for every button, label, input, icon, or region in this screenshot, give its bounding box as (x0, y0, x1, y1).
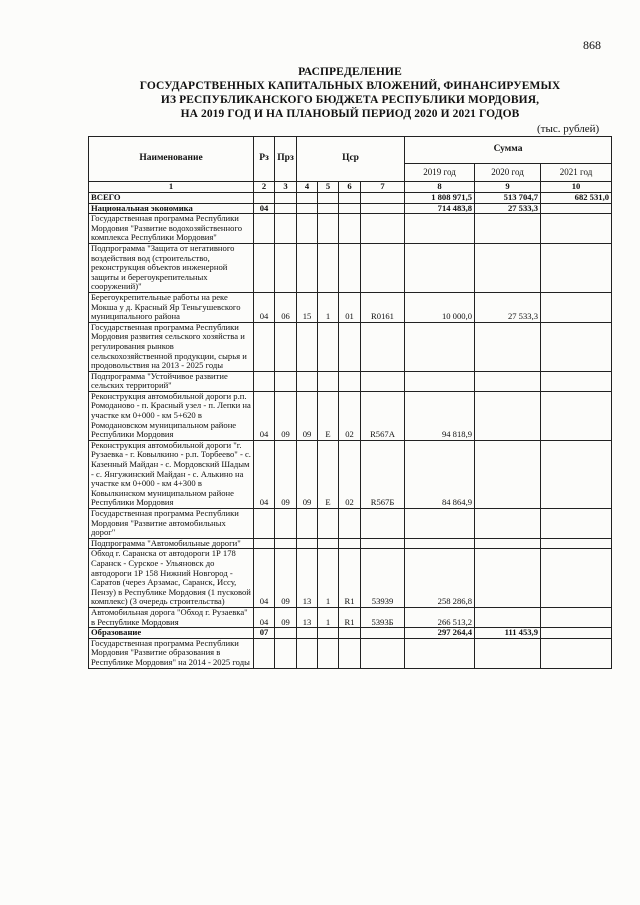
table-row (89, 607, 612, 627)
row-csr-event: 01 (339, 292, 361, 322)
table-row (89, 371, 612, 391)
row-csr-event (339, 509, 361, 539)
row-csr-direction: 5393Б (361, 607, 405, 627)
row-prz: 09 (275, 440, 297, 508)
row-prz (275, 538, 297, 549)
row-csr-direction: 53939 (361, 549, 405, 608)
row-rz: 04 (254, 549, 275, 608)
row-csr-direction (361, 371, 405, 391)
table-row (89, 203, 612, 214)
row-name: Автомобильная дорога "Обход г. Рузаевка" в Республике Мордовия (89, 607, 254, 627)
row-csr-direction: R0161 (361, 292, 405, 322)
table-row (89, 322, 612, 371)
title-line-4: НА 2019 ГОД И НА ПЛАНОВЫЙ ПЕРИОД 2020 И 2021 ГОДОВ (180, 108, 520, 120)
row-sum-2019: 297 264,4 (405, 628, 475, 639)
row-prz (275, 193, 297, 204)
row-name: Национальная экономика (89, 203, 254, 214)
row-csr-program (297, 203, 318, 214)
row-csr-direction (361, 628, 405, 639)
row-sum-2020: 513 704,7 (475, 193, 541, 204)
row-sum-2021 (541, 628, 612, 639)
col-num: 4 (297, 182, 318, 193)
row-sum-2021 (541, 214, 612, 244)
row-prz (275, 509, 297, 539)
row-csr-program (297, 214, 318, 244)
row-csr-event (339, 322, 361, 371)
row-sum-2021 (541, 322, 612, 371)
row-sum-2019 (405, 538, 475, 549)
row-csr-program: 13 (297, 607, 318, 627)
row-sum-2021 (541, 292, 612, 322)
row-prz: 09 (275, 549, 297, 608)
table-row (89, 440, 612, 508)
row-csr-direction (361, 509, 405, 539)
row-name: Подпрограмма "Устойчивое развитие сельских территорий" (89, 371, 254, 391)
row-csr-program: 09 (297, 440, 318, 508)
title-line-2: ГОСУДАРСТВЕННЫХ КАПИТАЛЬНЫХ ВЛОЖЕНИЙ, ФИНАНСИРУЕМЫХ (139, 80, 561, 92)
title-line-1: РАСПРЕДЕЛЕНИЕ (298, 66, 402, 78)
row-csr-subprogram: Е (318, 391, 339, 440)
row-rz (254, 538, 275, 549)
row-sum-2019 (405, 509, 475, 539)
row-rz (254, 214, 275, 244)
row-csr-subprogram: 1 (318, 549, 339, 608)
header-csr: Цср (297, 137, 405, 182)
row-sum-2020 (475, 322, 541, 371)
row-csr-subprogram (318, 243, 339, 292)
row-csr-direction (361, 214, 405, 244)
col-num: 8 (405, 182, 475, 193)
row-rz: 04 (254, 440, 275, 508)
table-row (89, 292, 612, 322)
row-rz (254, 371, 275, 391)
row-name: ВСЕГО (89, 193, 254, 204)
row-sum-2020: 27 533,3 (475, 203, 541, 214)
row-csr-event (339, 371, 361, 391)
row-csr-direction: R567Б (361, 440, 405, 508)
row-sum-2021 (541, 549, 612, 608)
row-sum-2019: 266 513,2 (405, 607, 475, 627)
row-name: Реконструкция автомобильной дороги "г. Рузаевка - г. Ковылкино - р.п. Торбеево" - с. Казенный Майдан - с. Мордовский Шадым - с. Янгужинский Майдан - с. Алькино на участке км 0+000 - км 4+300 в Ковылкинском муниципальном районе Республики Мордовия (89, 440, 254, 508)
header-name: Наименование (89, 137, 254, 182)
row-rz (254, 509, 275, 539)
row-sum-2020 (475, 549, 541, 608)
row-name: Государственная программа Республики Мордовия "Развитие водохозяйственного комплекса Республики Мордовия" (89, 214, 254, 244)
table-row (89, 538, 612, 549)
row-csr-program (297, 509, 318, 539)
row-sum-2021 (541, 371, 612, 391)
row-csr-direction (361, 203, 405, 214)
row-rz: 04 (254, 607, 275, 627)
row-csr-program (297, 638, 318, 668)
row-sum-2020 (475, 243, 541, 292)
row-csr-subprogram (318, 371, 339, 391)
row-csr-program (297, 193, 318, 204)
row-rz (254, 638, 275, 668)
row-name: Реконструкция автомобильной дороги р.п. Ромоданово - п. Красный узел - п. Лепки на участке км 0+000 - км 5+620 в Ромодановском муниципальном районе Республики Мордовия (89, 391, 254, 440)
row-sum-2020 (475, 391, 541, 440)
row-sum-2020 (475, 440, 541, 508)
row-csr-event (339, 628, 361, 639)
table-row (89, 638, 612, 668)
row-rz (254, 193, 275, 204)
row-csr-event: 02 (339, 440, 361, 508)
row-csr-event (339, 214, 361, 244)
row-rz: 07 (254, 628, 275, 639)
row-csr-direction (361, 243, 405, 292)
table-row (89, 549, 612, 608)
row-csr-subprogram (318, 509, 339, 539)
row-csr-program (297, 628, 318, 639)
row-name: Берегоукрепительные работы на реке Мокша у д. Красный Яр Теньгушевского муниципального района (89, 292, 254, 322)
row-csr-program: 09 (297, 391, 318, 440)
row-csr-subprogram: 1 (318, 292, 339, 322)
row-csr-subprogram (318, 193, 339, 204)
header-sum: Сумма (405, 137, 612, 164)
row-sum-2019: 1 808 971,5 (405, 193, 475, 204)
row-rz: 04 (254, 203, 275, 214)
allocation-table (88, 136, 612, 669)
row-sum-2020 (475, 214, 541, 244)
row-csr-subprogram (318, 628, 339, 639)
row-sum-2021 (541, 607, 612, 627)
col-num: 5 (318, 182, 339, 193)
row-sum-2021 (541, 538, 612, 549)
page-number: 868 (583, 38, 601, 52)
row-sum-2020: 27 533,3 (475, 292, 541, 322)
row-prz (275, 371, 297, 391)
row-sum-2021 (541, 243, 612, 292)
header-2019: 2019 год (405, 164, 475, 182)
row-sum-2021 (541, 509, 612, 539)
row-sum-2021 (541, 391, 612, 440)
row-csr-event (339, 203, 361, 214)
title-line-3: ИЗ РЕСПУБЛИКАНСКОГО БЮДЖЕТА РЕСПУБЛИКИ МОРДОВИЯ, (160, 94, 540, 106)
row-csr-event (339, 243, 361, 292)
table-row (89, 214, 612, 244)
header-prz: Прз (275, 137, 297, 182)
row-csr-program: 13 (297, 549, 318, 608)
row-csr-direction (361, 638, 405, 668)
row-csr-event (339, 538, 361, 549)
row-name: Подпрограмма "Защита от негативного воздействия вод (строительство, реконструкция объектов инженерной защиты и берегоукрепительных сооружений)" (89, 243, 254, 292)
row-csr-event (339, 193, 361, 204)
row-sum-2020 (475, 371, 541, 391)
column-number-row (89, 182, 612, 193)
row-csr-program: 15 (297, 292, 318, 322)
units-label: (тыс. рублей) (537, 123, 600, 135)
header-2021: 2021 год (541, 164, 612, 182)
row-sum-2021 (541, 203, 612, 214)
table-row (89, 628, 612, 639)
row-prz (275, 628, 297, 639)
row-csr-subprogram (318, 203, 339, 214)
row-csr-direction (361, 322, 405, 371)
col-num: 2 (254, 182, 275, 193)
col-num: 10 (541, 182, 612, 193)
col-num: 7 (361, 182, 405, 193)
table-row (89, 509, 612, 539)
row-csr-subprogram: Е (318, 440, 339, 508)
table-row (89, 391, 612, 440)
row-name: Государственная программа Республики Мордовия "Развитие автомобильных дорог" (89, 509, 254, 539)
row-sum-2019 (405, 638, 475, 668)
row-sum-2019: 714 483,8 (405, 203, 475, 214)
table-row (89, 193, 612, 204)
row-csr-program (297, 322, 318, 371)
row-prz (275, 214, 297, 244)
row-csr-subprogram (318, 638, 339, 668)
row-csr-subprogram (318, 322, 339, 371)
row-name: Государственная программа Республики Мордовия "Развитие образования в Республике Мордовия" на 2014 - 2025 годы (89, 638, 254, 668)
row-sum-2019 (405, 322, 475, 371)
row-rz: 04 (254, 292, 275, 322)
row-csr-direction (361, 538, 405, 549)
row-csr-program (297, 243, 318, 292)
row-csr-program (297, 371, 318, 391)
row-sum-2019: 10 000,0 (405, 292, 475, 322)
row-sum-2019 (405, 371, 475, 391)
row-sum-2020: 111 453,9 (475, 628, 541, 639)
row-rz (254, 322, 275, 371)
row-name: Образование (89, 628, 254, 639)
row-sum-2019 (405, 214, 475, 244)
row-sum-2019: 84 864,9 (405, 440, 475, 508)
row-csr-event: R1 (339, 607, 361, 627)
row-prz: 09 (275, 391, 297, 440)
row-csr-direction: R567А (361, 391, 405, 440)
row-csr-subprogram: 1 (318, 607, 339, 627)
row-sum-2021 (541, 638, 612, 668)
row-prz (275, 638, 297, 668)
row-sum-2019 (405, 243, 475, 292)
row-prz (275, 203, 297, 214)
header-row (89, 137, 612, 164)
row-sum-2021 (541, 440, 612, 508)
row-csr-direction (361, 193, 405, 204)
row-sum-2020 (475, 638, 541, 668)
row-sum-2021: 682 531,0 (541, 193, 612, 204)
row-sum-2020 (475, 607, 541, 627)
row-csr-subprogram (318, 538, 339, 549)
row-csr-event: R1 (339, 549, 361, 608)
row-name: Государственная программа Республики Мордовия развития сельского хозяйства и регулирования рынков сельскохозяйственной продукции, сырья и продовольствия на 2013 - 2025 годы (89, 322, 254, 371)
row-prz (275, 243, 297, 292)
header-2020: 2020 год (475, 164, 541, 182)
row-rz: 04 (254, 391, 275, 440)
row-csr-event (339, 638, 361, 668)
row-prz (275, 322, 297, 371)
row-rz (254, 243, 275, 292)
row-csr-program (297, 538, 318, 549)
row-sum-2019: 94 818,9 (405, 391, 475, 440)
col-num: 3 (275, 182, 297, 193)
row-prz: 06 (275, 292, 297, 322)
header-rz: Рз (254, 137, 275, 182)
row-name: Подпрограмма "Автомобильные дороги" (89, 538, 254, 549)
row-name: Обход г. Саранска от автодороги 1Р 178 Саранск - Сурское - Ульяновск до автодороги 1Р 158 Нижний Новгород - Саратов (через Арзамас, Саранск, Иссу, Пензу) в Республике Мордовия (1 пусковой комплекс) (3 очередь строительства) (89, 549, 254, 608)
row-csr-event: 02 (339, 391, 361, 440)
row-csr-subprogram (318, 214, 339, 244)
col-num: 1 (89, 182, 254, 193)
col-num: 9 (475, 182, 541, 193)
row-sum-2020 (475, 509, 541, 539)
row-sum-2019: 258 286,8 (405, 549, 475, 608)
row-prz: 09 (275, 607, 297, 627)
col-num: 6 (339, 182, 361, 193)
table-row (89, 243, 612, 292)
row-sum-2020 (475, 538, 541, 549)
